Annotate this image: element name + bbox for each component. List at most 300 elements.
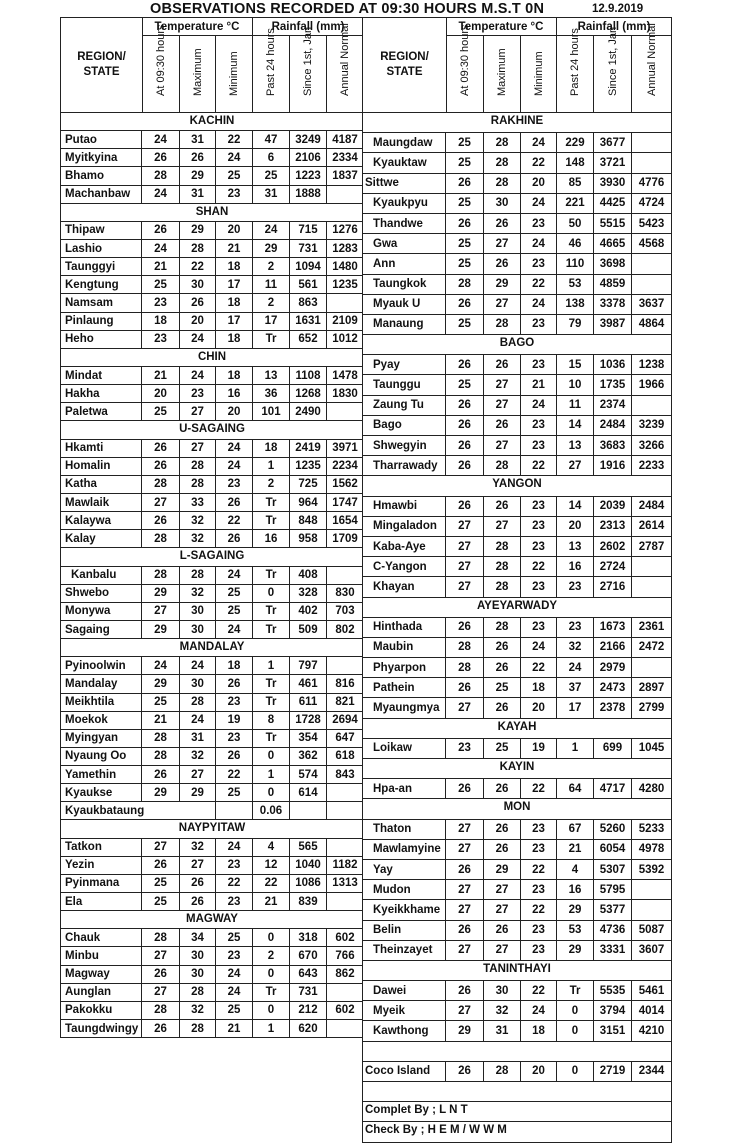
table-row: [363, 678, 671, 698]
station-name: Hpa-an: [363, 779, 446, 798]
annual-normal-value: [327, 657, 363, 674]
table-row: [61, 385, 363, 403]
table-row: [61, 567, 363, 585]
at-0930-value: 21: [142, 367, 180, 384]
maximum-value: 27: [484, 396, 521, 415]
minimum-value: 24: [521, 396, 557, 415]
since-jan-value: 408: [290, 567, 327, 584]
minimum-value: [216, 802, 253, 819]
past-24h-value: Tr: [253, 694, 290, 711]
maximum-value: 27: [484, 375, 521, 394]
table-row: [61, 730, 363, 748]
section-header-yangon: YANGON: [363, 476, 671, 496]
table-row: [61, 367, 363, 385]
at-0930-value: 27: [446, 900, 484, 919]
table-row: [363, 860, 671, 880]
at-0930-value: 24: [142, 131, 180, 148]
annual-normal-value: 2897: [638, 681, 665, 694]
station-name: Kengtung: [61, 276, 142, 293]
annual-normal-value: [327, 984, 363, 1001]
station-name: Homalin: [61, 458, 142, 475]
station-name: Kyeikkhame: [363, 900, 446, 919]
station-name: Mandalay: [61, 675, 142, 692]
past-24h-value: 13: [557, 436, 594, 455]
annual-normal-header-label: Annual Normal: [339, 23, 351, 96]
table-row: [61, 1002, 363, 1020]
minimum-value: 18: [216, 367, 253, 384]
minimum-value: 22: [521, 658, 557, 677]
annual-normal-value: 4187: [332, 133, 358, 146]
minimum-value: 26: [216, 675, 253, 692]
annual-normal-value: 5233: [638, 823, 665, 836]
table-row: [363, 456, 671, 476]
at-0930-value: 28: [142, 730, 180, 747]
maximum-value: 24: [180, 331, 216, 348]
at-0930-value: 26: [142, 222, 180, 239]
past-24h-value: 148: [557, 153, 594, 172]
past-24h-value: 4: [557, 860, 594, 879]
region-state-header: [61, 18, 143, 112]
at-0930-value: 27: [446, 577, 484, 596]
section-header-kayin: KAYIN: [363, 759, 671, 779]
past-24h-value: 11: [557, 396, 594, 415]
table-row: [363, 981, 671, 1001]
table-row: [61, 331, 363, 349]
since-jan-value: 848: [290, 512, 327, 529]
station-name: Kalaywa: [61, 512, 142, 529]
station-name: Moekok: [61, 712, 142, 729]
past-24h-value: Tr: [253, 494, 290, 511]
station-name: Kyaukpyu: [363, 194, 446, 213]
maximum-value: 28: [484, 315, 521, 334]
minimum-value: 17: [216, 313, 253, 330]
since-jan-value: 3249: [290, 131, 327, 148]
at-0930-value: 25: [446, 153, 484, 172]
maximum-value: 23: [180, 385, 216, 402]
station-name: Gwa: [363, 234, 446, 253]
maximum-value: 26: [484, 820, 521, 839]
table-row: [61, 167, 363, 185]
table-row: [363, 416, 671, 436]
station-name: Zaung Tu: [363, 396, 446, 415]
at-0930-value: 27: [446, 880, 484, 899]
past-24h-value: Tr: [253, 567, 290, 584]
station-name: Pakokku: [61, 1002, 142, 1019]
maximum-value: 27: [484, 880, 521, 899]
since-jan-value: 2473: [594, 678, 632, 697]
at-0930-value: 26: [446, 396, 484, 415]
since-jan-value: 461: [290, 675, 327, 692]
station-name: Kalay: [61, 530, 142, 547]
maximum-value: 27: [484, 436, 521, 455]
annual-normal-value: 703: [335, 605, 355, 618]
station-name: Phyarpon: [363, 658, 446, 677]
at-0930-value: 25: [446, 254, 484, 273]
table-row: [61, 784, 363, 802]
at-0930-value: 27: [142, 984, 180, 1001]
minimum-value: 23: [216, 694, 253, 711]
maximum-value: 27: [484, 517, 521, 536]
at-0930-value: 26: [446, 981, 484, 1000]
maximum-value: 28: [484, 456, 521, 475]
section-header-magway: MAGWAY: [61, 911, 363, 929]
maximum-value: 32: [484, 1001, 521, 1020]
annual-normal-value: 1012: [332, 333, 358, 346]
at-0930-value: 26: [446, 497, 484, 516]
table-row: [363, 557, 671, 577]
maximum-header: [484, 36, 521, 112]
table-row: [363, 618, 671, 638]
maximum-value: 31: [180, 730, 216, 747]
minimum-value: 23: [521, 880, 557, 899]
at-0930-header: [142, 24, 180, 112]
since-jan-header-label: Since 1st, Jan: [606, 26, 619, 96]
station-name: Yay: [363, 860, 446, 879]
since-jan-value: 3721: [594, 153, 632, 172]
maximum-value: 30: [484, 194, 521, 213]
at-0930-value: 26: [446, 779, 484, 798]
past-24h-value: 64: [557, 779, 594, 798]
at-0930-value: 28: [142, 748, 180, 765]
past-24h-value: 0.06: [253, 802, 290, 819]
at-0930-value: 29: [142, 621, 180, 638]
at-0930-value: 18: [142, 313, 180, 330]
maximum-value: 26: [180, 294, 216, 311]
station-name: Kyaukbataung: [65, 804, 145, 817]
minimum-value: 24: [216, 458, 253, 475]
minimum-value: 24: [521, 295, 557, 314]
table-row: [61, 222, 363, 240]
minimum-value: 22: [216, 512, 253, 529]
minimum-value: 24: [216, 839, 253, 856]
table-row: [61, 440, 363, 458]
minimum-value: 23: [521, 254, 557, 273]
minimum-value: 19: [521, 739, 557, 758]
station-name: Pyinmana: [61, 875, 142, 892]
minimum-value: 22: [216, 131, 253, 148]
since-jan-value: 1268: [290, 385, 327, 402]
state-label: STATE: [386, 66, 423, 78]
maximum-value: 26: [484, 254, 521, 273]
since-jan-value: 318: [290, 929, 327, 946]
table-row: [363, 820, 671, 840]
maximum-value: 25: [484, 678, 521, 697]
past-24h-value: 229: [557, 133, 594, 152]
annual-normal-header-label: Annual Normal: [645, 23, 658, 96]
station-name: Ela: [61, 893, 142, 910]
table-row: [363, 779, 671, 799]
past-24h-value: 85: [557, 174, 594, 193]
minimum-value: 22: [521, 153, 557, 172]
blank-row: [363, 1082, 671, 1102]
past-24h-value: Tr: [253, 730, 290, 747]
annual-normal-value: 3239: [638, 419, 665, 432]
maximum-value: 26: [180, 893, 216, 910]
table-row: [61, 240, 363, 258]
past-24h-value: 1: [253, 657, 290, 674]
station-name: Maubin: [363, 638, 446, 657]
at-0930-value: 26: [446, 295, 484, 314]
since-jan-value: 4736: [594, 921, 632, 940]
past-24h-value: Tr: [253, 984, 290, 1001]
annual-normal-value: [632, 153, 671, 172]
station-name: Bago: [363, 416, 446, 435]
minimum-value: 19: [216, 712, 253, 729]
maximum-value: 26: [484, 638, 521, 657]
maximum-value: 28: [484, 174, 521, 193]
station-name: Thandwe: [363, 214, 446, 233]
since-jan-value: 652: [290, 331, 327, 348]
table-row: [363, 133, 671, 153]
minimum-value: 18: [216, 657, 253, 674]
section-header-taninthayi: TANINTHAYI: [363, 961, 671, 981]
maximum-value: 24: [180, 367, 216, 384]
annual-normal-value: 4280: [638, 782, 665, 795]
maximum-value: 28: [484, 1062, 521, 1081]
at-0930-value: 21: [142, 258, 180, 275]
section-header-mandalay: MANDALAY: [61, 639, 363, 657]
minimum-value: 23: [216, 730, 253, 747]
station-name: Chauk: [61, 929, 142, 946]
annual-normal-value: 3607: [638, 944, 665, 957]
past-24h-value: Tr: [253, 621, 290, 638]
annual-normal-value: [632, 254, 671, 273]
minimum-value: 24: [216, 567, 253, 584]
station-name: Yezin: [61, 857, 142, 874]
checked-by: Check By ; H E M / W W M: [363, 1122, 671, 1142]
section-header-ayeyarwady: AYEYARWADY: [363, 598, 671, 618]
station-name: Dawei: [363, 981, 446, 1000]
at-0930-value: 29: [142, 784, 180, 801]
maximum-value: 28: [484, 133, 521, 152]
at-0930-value: 28: [142, 567, 180, 584]
at-0930-value: 26: [142, 857, 180, 874]
annual-normal-value: 1709: [332, 532, 358, 545]
minimum-value: 23: [521, 517, 557, 536]
at-0930-value: 26: [446, 355, 484, 374]
maximum-value: 29: [180, 784, 216, 801]
since-jan-value: 3683: [594, 436, 632, 455]
minimum-header: [216, 36, 253, 112]
since-jan-value: 565: [290, 839, 327, 856]
past-24h-value: 46: [557, 234, 594, 253]
past-24h-value: 2: [253, 476, 290, 493]
table-row: [363, 739, 671, 759]
past-24h-value: 15: [557, 355, 594, 374]
since-jan-value: 1673: [594, 618, 632, 637]
table-row: [61, 875, 363, 893]
at-0930-value: 27: [142, 494, 180, 511]
station-name: Taungkok: [363, 275, 446, 294]
past-24h-value: 0: [253, 1002, 290, 1019]
annual-normal-value: [327, 893, 363, 910]
past-24h-value: 53: [557, 275, 594, 294]
past-24h-value: 8: [253, 712, 290, 729]
station-name: Bhamo: [61, 167, 142, 184]
minimum-value: 25: [216, 929, 253, 946]
column-header: [363, 17, 671, 113]
minimum-value: 20: [521, 698, 557, 717]
since-jan-value: 2166: [594, 638, 632, 657]
minimum-value: 26: [216, 530, 253, 547]
maximum-value: 20: [180, 313, 216, 330]
since-jan-value: 328: [290, 585, 327, 602]
maximum-value: 26: [484, 779, 521, 798]
station-name: Kyauktaw: [363, 153, 446, 172]
since-jan-value: 574: [290, 766, 327, 783]
at-0930-value: 25: [446, 133, 484, 152]
annual-normal-value: [632, 133, 671, 152]
minimum-value: 23: [521, 315, 557, 334]
at-0930-value: 27: [446, 557, 484, 576]
since-jan-value: 3698: [594, 254, 632, 273]
annual-normal-value: [632, 658, 671, 677]
at-0930-value: 25: [142, 403, 180, 420]
section-header-rakhine: RAKHINE: [363, 113, 671, 133]
minimum-value: 23: [216, 857, 253, 874]
past-24h-value: 17: [557, 698, 594, 717]
past-24h-value: 0: [557, 1062, 594, 1081]
at-0930-value: 28: [142, 476, 180, 493]
at-0930-value: 28: [142, 530, 180, 547]
annual-normal-value: 5461: [638, 984, 665, 997]
since-jan-value: 2719: [594, 1062, 632, 1081]
past-24h-value: 47: [253, 131, 290, 148]
since-jan-value: 5260: [594, 820, 632, 839]
maximum-value: 30: [180, 947, 216, 964]
since-jan-value: 1036: [594, 355, 632, 374]
minimum-value: 18: [216, 294, 253, 311]
minimum-value: 23: [521, 577, 557, 596]
table-row: [363, 375, 671, 395]
maximum-header-label: Maximum: [191, 48, 204, 96]
past-24h-value: 18: [253, 440, 290, 457]
past-24h-value: 16: [557, 557, 594, 576]
station-name: Myeik: [363, 1001, 446, 1020]
past-24h-value: 17: [253, 313, 290, 330]
station-name: Lashio: [61, 240, 142, 257]
station-name: Heho: [61, 331, 142, 348]
annual-normal-value: 821: [335, 696, 355, 709]
minimum-value: 23: [521, 214, 557, 233]
annual-normal-value: 2344: [638, 1065, 665, 1078]
section-header-shan: SHAN: [61, 204, 363, 222]
station-name: Hmawbi: [363, 497, 446, 516]
past-24h-value: 29: [557, 941, 594, 960]
past-24h-value: 23: [557, 577, 594, 596]
at-0930-value: 25: [142, 875, 180, 892]
table-row: [363, 1001, 671, 1021]
past-24h-value: 13: [253, 367, 290, 384]
maximum-value: 31: [180, 186, 216, 203]
station-name: Taunggu: [363, 375, 446, 394]
since-jan-value: 3794: [594, 1001, 632, 1020]
at-0930-header-label: At 09:30 hours: [154, 24, 167, 96]
since-jan-value: 958: [290, 530, 327, 547]
maximum-value: 29: [180, 222, 216, 239]
annual-normal-value: 5423: [638, 217, 665, 230]
table-row: [363, 153, 671, 173]
at-0930-value: 24: [142, 657, 180, 674]
annual-normal-value: 1562: [332, 478, 358, 491]
annual-normal-value: 1283: [332, 242, 358, 255]
station-name: Kyaukse: [61, 784, 142, 801]
since-jan-value: 362: [290, 748, 327, 765]
since-jan-value: 5377: [594, 900, 632, 919]
annual-normal-value: [327, 186, 363, 203]
maximum-value: 29: [484, 275, 521, 294]
table-row: [363, 517, 671, 537]
minimum-value: 24: [521, 133, 557, 152]
table-row: [363, 698, 671, 718]
maximum-value: 26: [484, 658, 521, 677]
at-0930-value: 27: [142, 839, 180, 856]
maximum-value: 26: [180, 149, 216, 166]
since-jan-value: 731: [290, 984, 327, 1001]
minimum-value: 23: [216, 476, 253, 493]
table-row: [61, 494, 363, 512]
table-row: [61, 694, 363, 712]
annual-normal-value: 1837: [332, 169, 358, 182]
maximum-value: 28: [180, 1020, 216, 1037]
past-24h-value: 24: [557, 658, 594, 677]
since-jan-value: 1735: [594, 375, 632, 394]
annual-normal-value: 647: [335, 732, 355, 745]
since-jan-header-label: Since 1st, Jan: [302, 26, 314, 96]
maximum-value: 27: [484, 900, 521, 919]
at-0930-value: 26: [446, 618, 484, 637]
station-name: Sagaing: [61, 621, 142, 638]
annual-normal-value: 4014: [638, 1004, 665, 1017]
at-0930-value: 25: [142, 694, 180, 711]
at-0930-value: 28: [142, 1002, 180, 1019]
annual-normal-value: 1480: [332, 260, 358, 273]
station-name: Machanbaw: [61, 186, 142, 203]
past-24h-value: 0: [557, 1021, 594, 1040]
minimum-value: 23: [521, 355, 557, 374]
minimum-value: 20: [216, 222, 253, 239]
since-jan-value: 839: [290, 893, 327, 910]
temperature-group-header: Temperature °C: [142, 18, 253, 36]
maximum-value: 32: [180, 839, 216, 856]
table-row: [363, 880, 671, 900]
since-jan-value: 611: [290, 694, 327, 711]
at-0930-value: 23: [446, 739, 484, 758]
table-row: [61, 458, 363, 476]
annual-normal-value: [327, 839, 363, 856]
since-jan-value: 1235: [290, 458, 327, 475]
at-0930-value: 27: [446, 517, 484, 536]
minimum-value: 23: [216, 947, 253, 964]
past-24h-value: 2: [253, 294, 290, 311]
past-24h-value: 0: [557, 1001, 594, 1020]
station-name: Mudon: [363, 880, 446, 899]
past-24h-value: 10: [557, 375, 594, 394]
station-name: Mawlamyine: [363, 840, 446, 859]
minimum-value: 21: [216, 1020, 253, 1037]
at-0930-value: 25: [142, 893, 180, 910]
station-name: Coco Island: [363, 1062, 446, 1081]
station-name: C-Yangon: [363, 557, 446, 576]
at-0930-header: [446, 24, 484, 112]
station-name: Kanbalu: [61, 567, 142, 584]
since-jan-value: 4717: [594, 779, 632, 798]
annual-normal-value: [327, 294, 363, 311]
minimum-value: 16: [216, 385, 253, 402]
section-header-kayah: KAYAH: [363, 719, 671, 739]
minimum-value: 25: [216, 1002, 253, 1019]
maximum-value: 32: [180, 1002, 216, 1019]
